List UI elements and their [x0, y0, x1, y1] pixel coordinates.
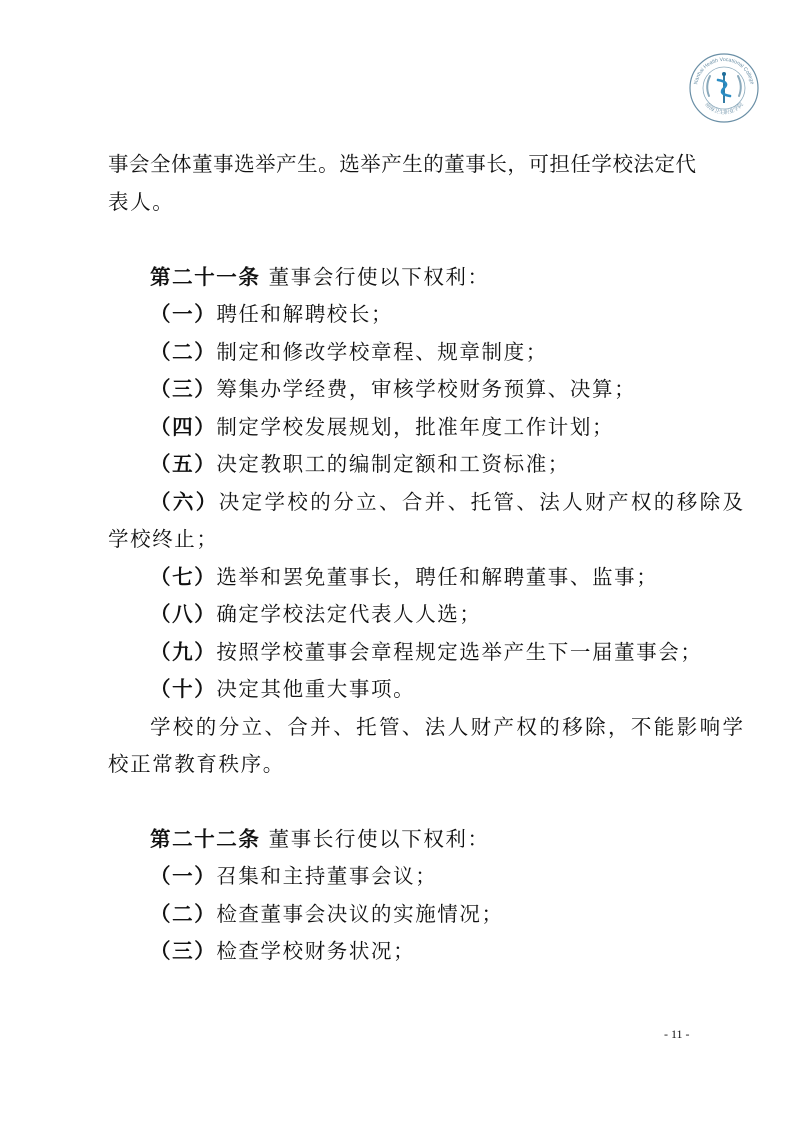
list-item [150, 375, 636, 403]
item-number: （二） [150, 902, 217, 926]
paragraph-line: 事会全体董事选举产生。选举产生的董事长，可担任学校法定代 [108, 152, 696, 176]
item-text: 制定学校发展规划，批准年度工作计划； [216, 415, 615, 439]
paragraph-line: 校正常教育秩序。 [108, 752, 285, 776]
list-item [150, 600, 482, 628]
item-text: 检查董事会决议的实施情况； [216, 902, 504, 926]
article-21-text: 董事会行使以下权利： [268, 265, 490, 289]
list-item-continuation: 学校终止； [108, 527, 219, 551]
list-item [150, 450, 570, 478]
article-22-text: 董事长行使以下权利： [268, 827, 490, 851]
list-item [150, 300, 393, 328]
item-text: 聘任和解聘校长； [216, 302, 394, 326]
list-item [150, 563, 658, 591]
item-text: 决定学校的分立、合并、托管、法人财产权的移除及 [218, 490, 746, 514]
article-22 [150, 825, 490, 853]
paragraph-line: 学校的分立、合并、托管、法人财产权的移除，不能影响学 [150, 715, 746, 739]
item-number: （三） [150, 377, 217, 401]
article-21 [150, 263, 490, 291]
article-22-heading: 第二十二条 [150, 827, 261, 851]
list-item [150, 488, 745, 516]
item-text: 选举和罢免董事长，聘任和解聘董事、监事； [216, 565, 659, 589]
list-item [150, 413, 614, 441]
item-text: 制定和修改学校章程、规章制度； [216, 340, 548, 364]
school-seal-icon [688, 52, 760, 124]
item-text: 检查学校财务状况； [216, 939, 416, 963]
logo-text-top: Nanhai Health Vocational College [693, 56, 755, 85]
item-number: （六） [150, 490, 219, 514]
item-number: （一） [150, 864, 217, 888]
item-text: 确定学校法定代表人人选； [216, 602, 482, 626]
paragraph-line: 表人。 [108, 190, 175, 214]
item-text: 召集和主持董事会议； [216, 864, 438, 888]
item-number: （一） [150, 302, 217, 326]
item-text: 决定其他重大事项。 [216, 677, 416, 701]
item-number: （四） [150, 415, 217, 439]
school-logo [688, 52, 760, 124]
list-item [150, 338, 548, 366]
item-number: （八） [150, 602, 217, 626]
list-item [150, 937, 415, 965]
item-number: （九） [150, 640, 217, 664]
list-item [150, 638, 703, 666]
item-text: 决定教职工的编制定额和工资标准； [216, 452, 570, 476]
list-item [150, 900, 504, 928]
item-number: （七） [150, 565, 217, 589]
item-number: （十） [150, 677, 217, 701]
article-21-heading: 第二十一条 [150, 265, 261, 289]
list-item [150, 862, 437, 890]
list-item [150, 675, 415, 703]
item-text: 按照学校董事会章程规定选举产生下一届董事会； [216, 640, 703, 664]
item-number: （三） [150, 939, 217, 963]
item-number: （二） [150, 340, 217, 364]
item-number: （五） [150, 452, 217, 476]
page-number: - 11 - [664, 1027, 690, 1041]
item-text: 筹集办学经费，审核学校财务预算、决算； [216, 377, 637, 401]
logo-text-bottom: 南海卫生职业学院 [703, 101, 745, 117]
